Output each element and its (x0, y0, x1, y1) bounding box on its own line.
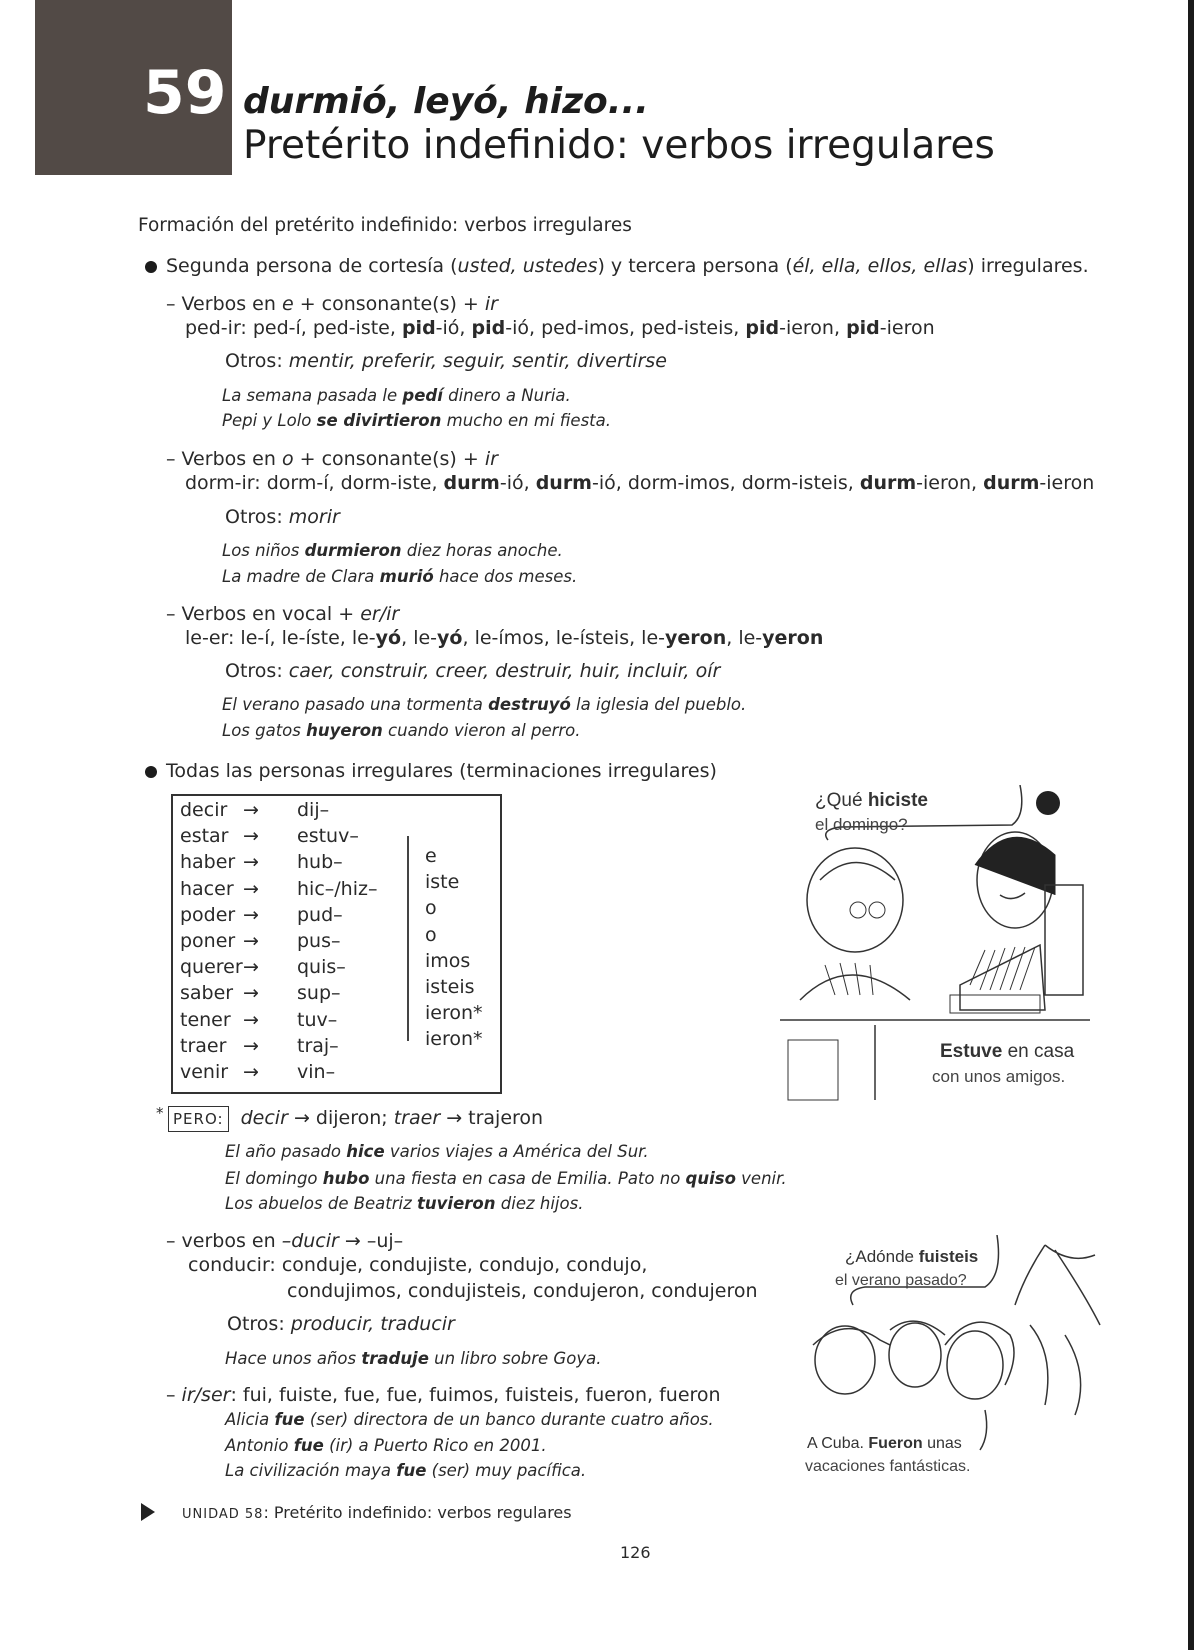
cross-reference-link[interactable]: UNIDAD 58: Pretérito indefinido: verbos regulares (182, 1503, 572, 1522)
verb-stem: sup– (297, 982, 341, 1005)
example-sentence: La semana pasada le pedí dinero a Nuria. (222, 386, 571, 405)
person-head (947, 1331, 1003, 1399)
verb-infinitive: decir (180, 799, 228, 821)
arrow-icon: → (243, 930, 259, 952)
rule-heading: – Verbos en o + consonante(s) + ir (166, 448, 498, 470)
arrow-icon: → (243, 956, 259, 979)
verb-infinitive: hacer (180, 877, 234, 900)
verb-infinitive: venir (180, 1061, 229, 1083)
verb-ending: o (425, 897, 437, 920)
verb-ending: iste (425, 871, 460, 894)
example-sentence: El año pasado hice varios viajes a América del Sur. (225, 1142, 649, 1161)
verb-stem: vin– (297, 1061, 336, 1083)
otros-line: Otros: producir, traducir (227, 1313, 455, 1335)
example-sentence: Alicia fue (ser) directora de un banco durante cuatro años. (225, 1410, 714, 1429)
verb-ending: e (425, 845, 437, 867)
footnote-star: * (156, 1104, 164, 1122)
table-divider (407, 836, 409, 1041)
conjugation-line: dorm-ir: dorm-í, dorm-iste, durm-ió, durm-ió, dorm-imos, dorm-isteis, durm-ieron, durm-ieron (185, 472, 1095, 494)
verb-infinitive: querer (180, 956, 243, 979)
bullet-dot (145, 261, 157, 273)
example-sentence: Hace unos años traduje un libro sobre Goya. (225, 1349, 602, 1368)
speech-answer: vacaciones fantásticas. (805, 1458, 971, 1475)
conjugation-line: le-er: le-í, le-íste, le-yó, le-yó, le-ímos, le-ísteis, le-yeron, le-yeron (185, 627, 824, 649)
arrow-icon: → (243, 1008, 259, 1031)
verb-stem: estuv– (297, 825, 359, 848)
arrow-icon: → (243, 825, 259, 848)
verb-stem: quis– (297, 956, 346, 979)
otros-line: Otros: morir (225, 506, 340, 528)
speech-answer: A Cuba. Fueron unas (807, 1435, 962, 1452)
verb-stem: hic–/hiz– (297, 877, 378, 900)
verb-infinitive: saber (180, 982, 234, 1005)
verb-infinitive: haber (180, 851, 236, 874)
verb-stem: pud– (297, 903, 343, 926)
rule-heading: – verbos en –ducir → –uj– (166, 1230, 404, 1252)
verb-ending: ieron* (425, 1002, 483, 1025)
hair-bun (1036, 791, 1060, 815)
speech-answer: con unos amigos. (932, 1067, 1066, 1086)
section-title: Formación del pretérito indefinido: verbos irregulares (138, 215, 632, 236)
rule-heading: – Verbos en vocal + er/ir (166, 603, 400, 625)
bullet-text: Todas las personas irregulares (terminaciones irregulares) (166, 760, 717, 782)
verb-ending: o (425, 923, 437, 946)
rule-heading: – ir/ser: fui, fuiste, fue, fue, fuimos, fuisteis, fueron, fueron (166, 1384, 721, 1406)
example-sentence: El domingo hubo una fiesta en casa de Emilia. Pato no quiso venir. (225, 1169, 787, 1188)
speech-question: el verano pasado? (835, 1272, 967, 1289)
pero-line: PERO: decir → dijeron; traer → trajeron (168, 1106, 543, 1132)
speech-question: ¿Adónde fuisteis (845, 1247, 979, 1266)
verb-stem: tuv– (297, 1008, 338, 1031)
arrow-icon: → (243, 1034, 259, 1057)
example-sentence: Pepi y Lolo se divirtieron mucho en mi fiesta. (222, 411, 612, 430)
arrow-icon: → (243, 1061, 259, 1083)
speech-question: el domingo? (815, 815, 908, 834)
example-sentence: Los niños durmieron diez horas anoche. (222, 541, 563, 560)
verb-infinitive: poner (180, 930, 236, 952)
example-sentence: Los gatos huyeron cuando vieron al perro. (222, 721, 581, 740)
monitor (1045, 885, 1083, 995)
person-head (889, 1323, 941, 1387)
verb-stem: dij– (297, 799, 330, 821)
example-sentence: Los abuelos de Beatriz tuvieron diez hijos. (225, 1194, 584, 1213)
page-title: durmió, leyó, hizo... (243, 81, 649, 122)
conjugation-line: ped-ir: ped-í, ped-iste, pid-ió, pid-ió, ped-imos, ped-isteis, pid-ieron, pid-ieron (185, 317, 935, 339)
cartoon-illustration-vacation (805, 1235, 1105, 1485)
verb-infinitive: estar (180, 825, 229, 848)
bullet-text: Segunda persona de cortesía (usted, ustedes) y tercera persona (él, ella, ellos, ellas) irregulares. (166, 255, 1089, 277)
arrow-icon: → (243, 799, 259, 821)
bullet-dot (145, 766, 157, 778)
person-head (807, 848, 903, 952)
example-sentence: La civilización maya fue (ser) muy pacífica. (225, 1461, 587, 1480)
verb-ending: isteis (425, 976, 475, 998)
example-sentence: La madre de Clara murió hace dos meses. (222, 567, 578, 586)
palm-tree (1015, 1245, 1100, 1325)
conjugation-line: condujimos, condujisteis, condujeron, condujeron (287, 1280, 758, 1302)
cross-reference-arrow-icon (141, 1503, 155, 1521)
conjugation-line: conducir: conduje, condujiste, condujo, condujo, (188, 1254, 648, 1276)
page-edge (1188, 0, 1194, 1650)
verb-stem: pus– (297, 930, 341, 952)
otros-line: Otros: caer, construir, creer, destruir, huir, incluir, oír (225, 660, 721, 682)
unit-number: 59 (143, 58, 227, 128)
page-subtitle: Pretérito indefinido: verbos irregulares (243, 123, 995, 168)
pero-label: PERO: (168, 1106, 229, 1132)
verb-table (171, 794, 502, 1094)
speech-answer: Estuve en casa (940, 1041, 1075, 1062)
otros-line: Otros: mentir, preferir, seguir, sentir, divertirse (225, 350, 667, 372)
arrow-icon: → (243, 851, 259, 874)
verb-infinitive: tener (180, 1008, 231, 1031)
verb-infinitive: poder (180, 903, 236, 926)
verb-infinitive: traer (180, 1034, 227, 1057)
page-number: 126 (620, 1543, 651, 1562)
rule-heading: – Verbos en e + consonante(s) + ir (166, 293, 498, 315)
example-sentence: Antonio fue (ir) a Puerto Rico en 2001. (225, 1436, 547, 1455)
arrow-icon: → (243, 982, 259, 1005)
cartoon-illustration-office (780, 785, 1100, 1105)
example-sentence: El verano pasado una tormenta destruyó la iglesia del pueblo. (222, 695, 747, 714)
verb-ending: ieron* (425, 1028, 483, 1051)
arrow-icon: → (243, 877, 259, 900)
verb-stem: traj– (297, 1034, 339, 1057)
speech-bubble-outline (851, 1235, 999, 1305)
speech-question: ¿Qué hiciste (815, 790, 929, 811)
arrow-icon: → (243, 903, 259, 926)
verb-stem: hub– (297, 851, 343, 874)
verb-ending: imos (425, 949, 471, 972)
